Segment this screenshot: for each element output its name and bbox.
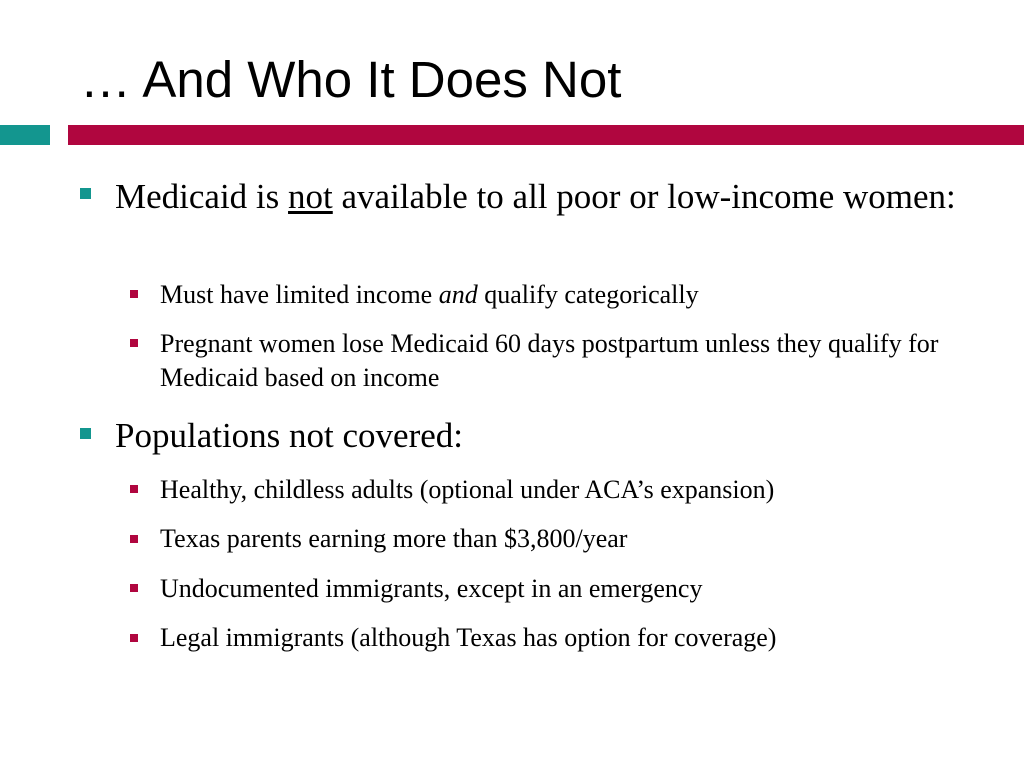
sub-bullet-text-before: Must have limited income xyxy=(160,280,439,309)
bullet-populations-not-covered: Populations not covered: xyxy=(115,416,464,455)
crimson-square-bullet-icon xyxy=(130,485,138,493)
sub-bullet-limited-income xyxy=(160,278,990,312)
bullet-medicaid-not-available xyxy=(115,176,995,218)
crimson-square-bullet-icon xyxy=(130,339,138,347)
bullet-text-underlined: not xyxy=(288,177,333,216)
sub-bullet-undocumented-immigrants: Undocumented immigrants, except in an emergency xyxy=(160,574,703,603)
sub-bullet-legal-immigrants: Legal immigrants (although Texas has option for coverage) xyxy=(160,623,777,652)
slide-title: … And Who It Does Not xyxy=(80,51,622,108)
bullet-text-before: Medicaid is xyxy=(115,177,289,216)
bullet-text-after: available to all poor or low-income women: xyxy=(332,177,956,216)
sub-bullet-texas-parents: Texas parents earning more than $3,800/year xyxy=(160,524,628,553)
sub-bullet-healthy-childless-adults: Healthy, childless adults (optional under ACA’s expansion) xyxy=(160,475,775,504)
crimson-square-bullet-icon xyxy=(130,290,138,298)
crimson-square-bullet-icon xyxy=(130,535,138,543)
sub-bullet-text-italic: and xyxy=(438,280,478,309)
crimson-square-bullet-icon xyxy=(130,584,138,592)
sub-bullet-text-after: qualify categorically xyxy=(477,280,699,309)
sub-bullet-pregnant-women: Pregnant women lose Medicaid 60 days postpartum unless they qualify for Medicaid based on income xyxy=(160,329,939,392)
crimson-square-bullet-icon xyxy=(130,634,138,642)
teal-square-bullet-icon xyxy=(80,428,91,439)
teal-square-bullet-icon xyxy=(80,188,91,199)
